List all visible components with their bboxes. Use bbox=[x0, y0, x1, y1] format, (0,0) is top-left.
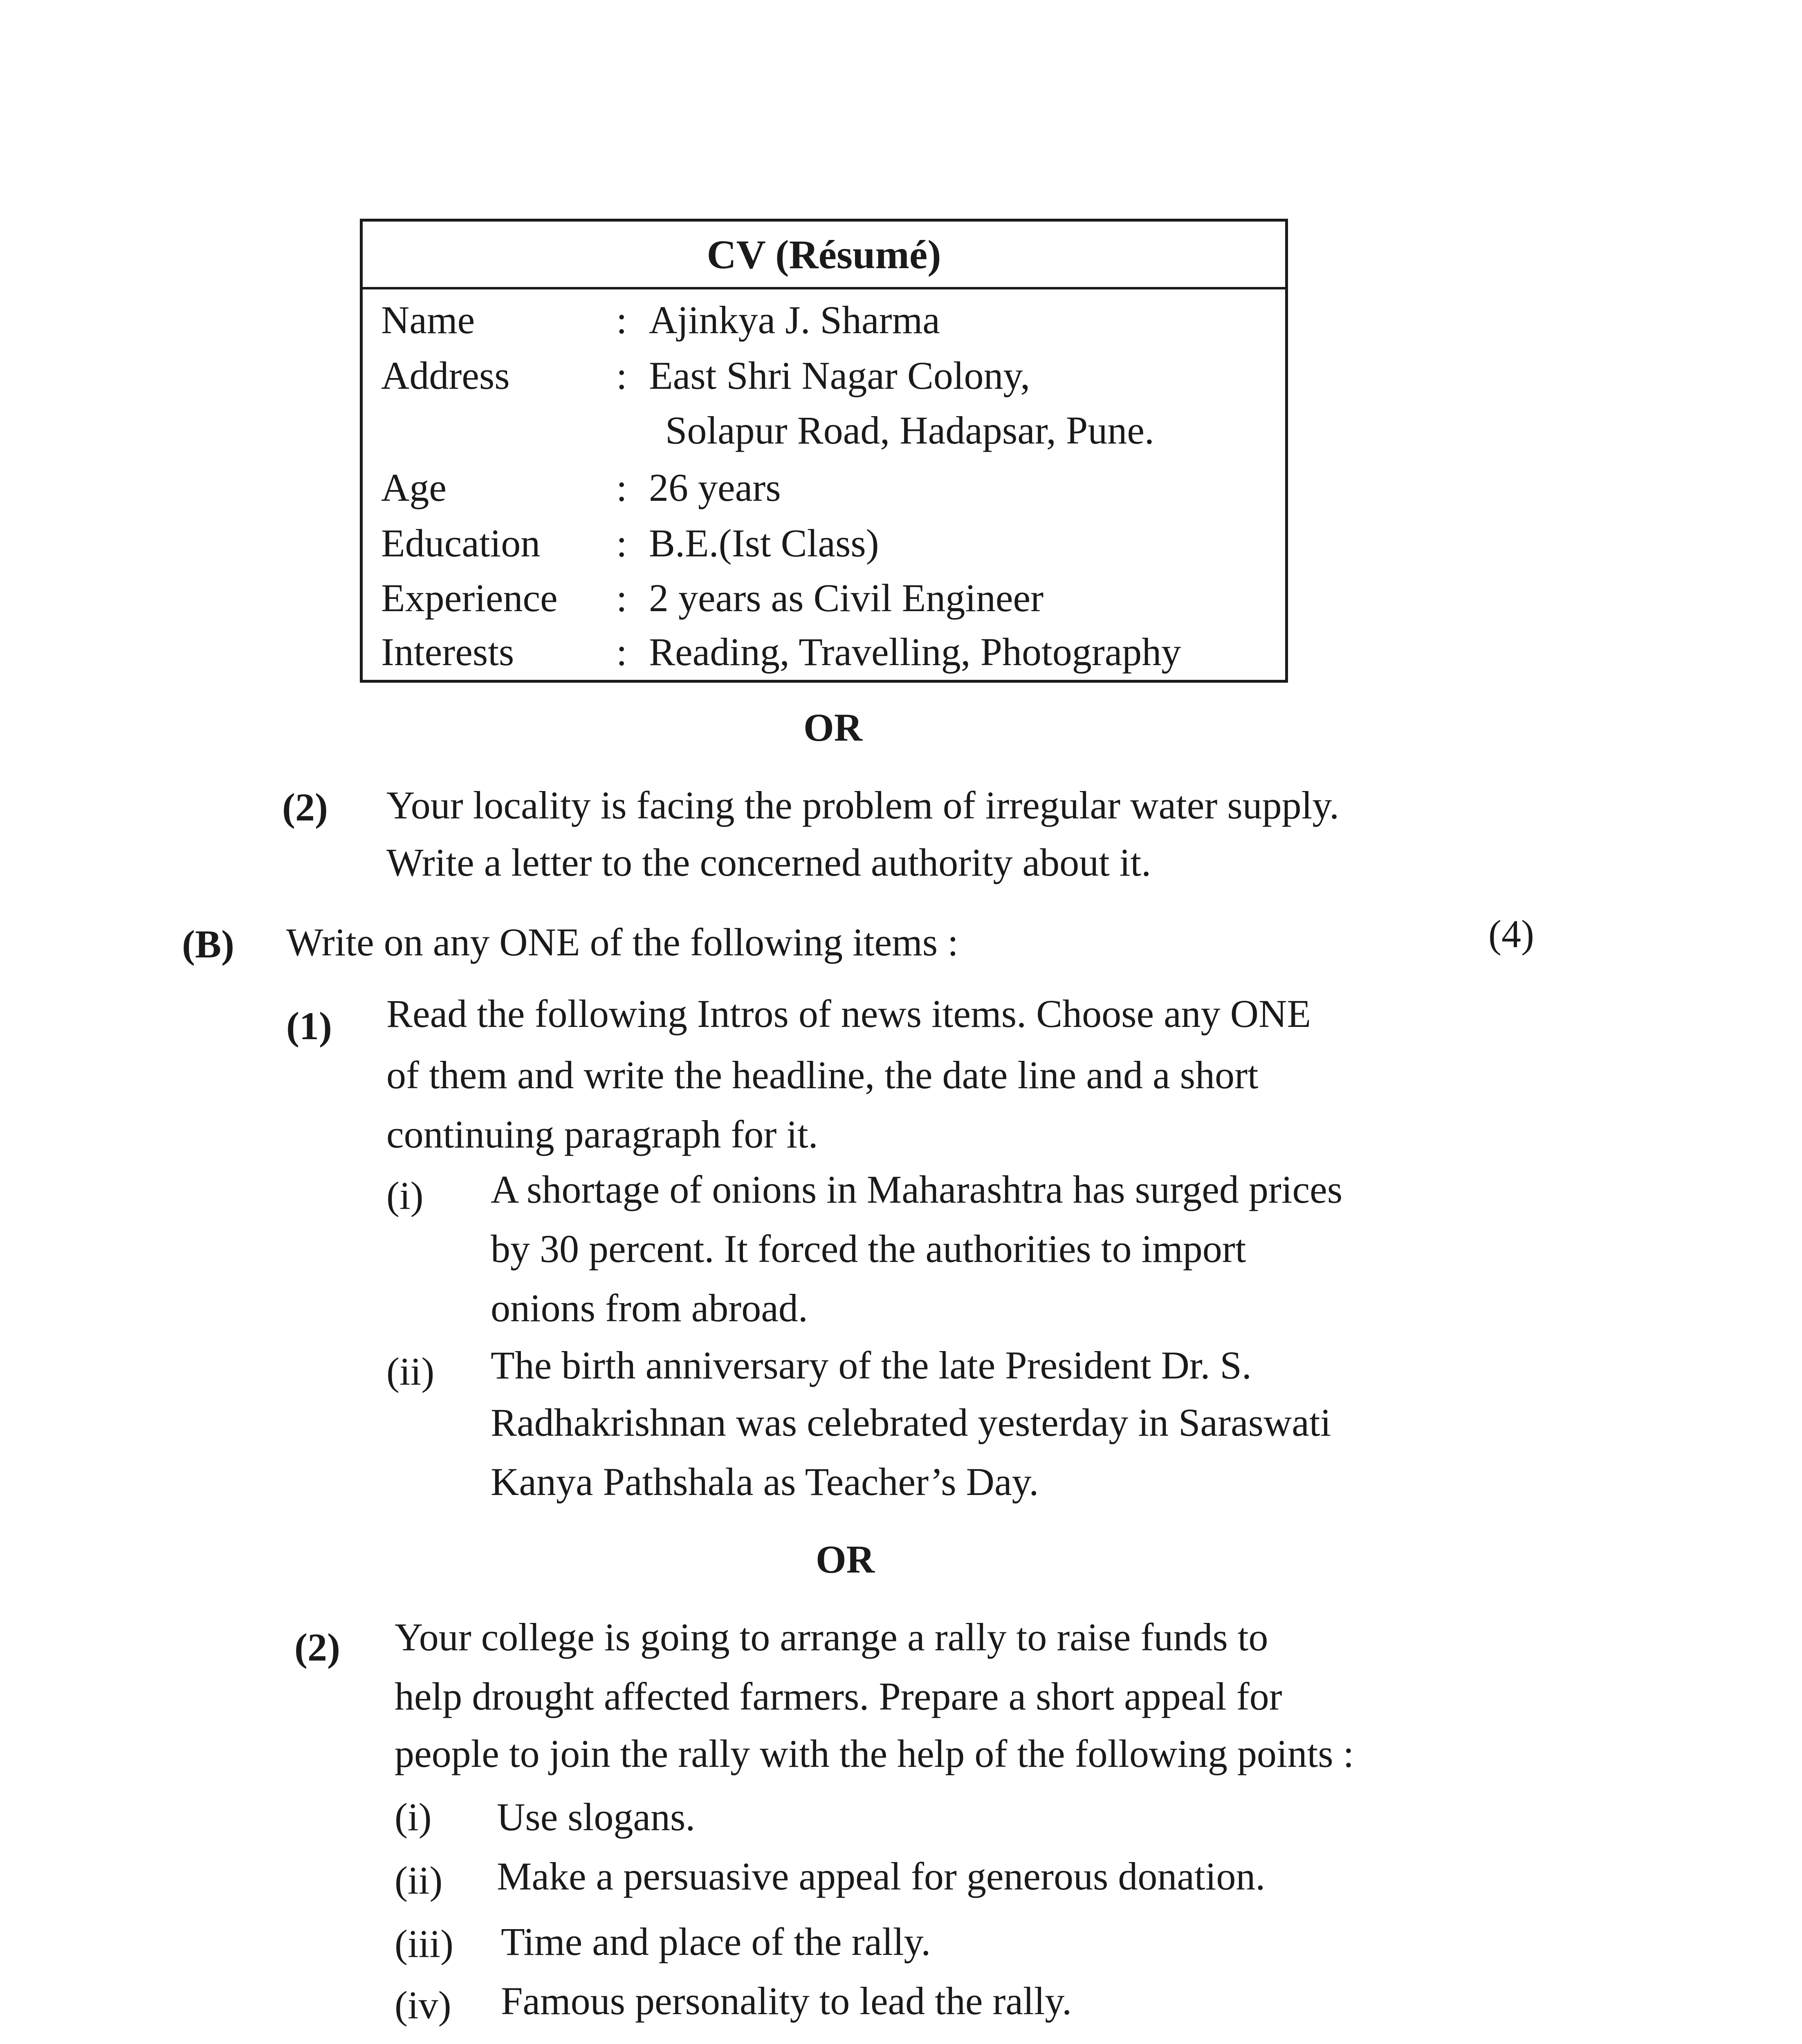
cv-label: Age bbox=[381, 466, 447, 509]
sub-item-line: by 30 percent. It forced the authorities to import bbox=[491, 1227, 1246, 1271]
cv-label: Address bbox=[381, 354, 510, 397]
question-number: (1) bbox=[286, 1004, 332, 1048]
question-line: Your locality is facing the problem of irregular water supply. bbox=[386, 783, 1340, 827]
question-number: (2) bbox=[294, 1625, 340, 1669]
cv-label: Name bbox=[381, 298, 475, 342]
question-number: (2) bbox=[282, 785, 328, 829]
point-text: Make a persuasive appeal for generous donation. bbox=[497, 1854, 1266, 1898]
or-divider: OR bbox=[816, 1537, 875, 1581]
sub-item-line: Kanya Pathshala as Teacher’s Day. bbox=[491, 1460, 1039, 1504]
cv-value: Solapur Road, Hadapsar, Pune. bbox=[665, 408, 1154, 452]
or-divider: OR bbox=[803, 706, 862, 749]
question-line: Write a letter to the concerned authority about it. bbox=[386, 840, 1151, 884]
cv-row-name bbox=[363, 292, 1285, 348]
cv-title: CV (Résumé) bbox=[363, 222, 1285, 289]
point-text: Famous personality to lead the rally. bbox=[501, 1979, 1072, 2023]
cv-colon: : bbox=[616, 576, 627, 620]
cv-value: Reading, Travelling, Photography bbox=[649, 630, 1181, 674]
point-text: Use slogans. bbox=[497, 1795, 696, 1839]
cv-label: Interests bbox=[381, 630, 514, 674]
sub-item-number: (ii) bbox=[386, 1349, 435, 1393]
cv-colon: : bbox=[616, 466, 627, 509]
point-text bbox=[503, 2038, 845, 2044]
cv-table bbox=[360, 219, 1288, 683]
cv-row-address-2 bbox=[363, 402, 1285, 459]
sub-item-line: onions from abroad. bbox=[491, 1286, 808, 1330]
cv-value: Ajinkya J. Sharma bbox=[649, 298, 940, 342]
question-line: continuing paragraph for it. bbox=[386, 1112, 818, 1156]
cv-colon: : bbox=[616, 354, 627, 397]
point-number: (i) bbox=[395, 1795, 432, 1839]
cv-colon: : bbox=[616, 298, 627, 342]
question-line: help drought affected farmers. Prepare a short appeal for bbox=[395, 1674, 1282, 1718]
point-number: (iii) bbox=[395, 1922, 453, 1966]
cv-value: B.E.(Ist Class) bbox=[649, 521, 879, 565]
cv-colon: : bbox=[616, 630, 627, 674]
cv-value: 2 years as Civil Engineer bbox=[649, 576, 1044, 620]
sub-item-line: The birth anniversary of the late President Dr. S. bbox=[491, 1343, 1252, 1387]
cv-row-education bbox=[363, 515, 1285, 572]
cv-row-address bbox=[363, 347, 1285, 404]
cv-value: East Shri Nagar Colony, bbox=[649, 354, 1030, 397]
question-line: Read the following Intros of news items. Choose any ONE bbox=[386, 992, 1311, 1035]
sub-item-number: (i) bbox=[386, 1174, 424, 1217]
cv-row-interests bbox=[363, 624, 1285, 680]
point-text: Time and place of the rally. bbox=[501, 1920, 931, 1963]
section-letter: (B) bbox=[182, 922, 234, 966]
sub-item-line: A shortage of onions in Maharashtra has surged prices bbox=[491, 1168, 1343, 1211]
cv-label: Education bbox=[381, 521, 541, 565]
cv-colon: : bbox=[616, 521, 627, 565]
marks: (4) bbox=[1488, 912, 1534, 956]
question-line: of them and write the headline, the date line and a short bbox=[386, 1053, 1259, 1097]
point-number: (ii) bbox=[395, 1858, 443, 1902]
sub-item-line: Radhakrishnan was celebrated yesterday in Saraswati bbox=[491, 1401, 1331, 1444]
cv-value: 26 years bbox=[649, 466, 781, 509]
point-number bbox=[395, 2040, 440, 2044]
section-heading: Write on any ONE of the following items : bbox=[286, 920, 958, 964]
cv-row-experience bbox=[363, 570, 1285, 626]
question-line: Your college is going to arrange a rally to raise funds to bbox=[395, 1615, 1268, 1659]
point-number: (iv) bbox=[395, 1983, 451, 2027]
question-line: people to join the rally with the help of the following points : bbox=[395, 1732, 1354, 1775]
cv-label: Experience bbox=[381, 576, 558, 620]
cv-row-age bbox=[363, 459, 1285, 516]
